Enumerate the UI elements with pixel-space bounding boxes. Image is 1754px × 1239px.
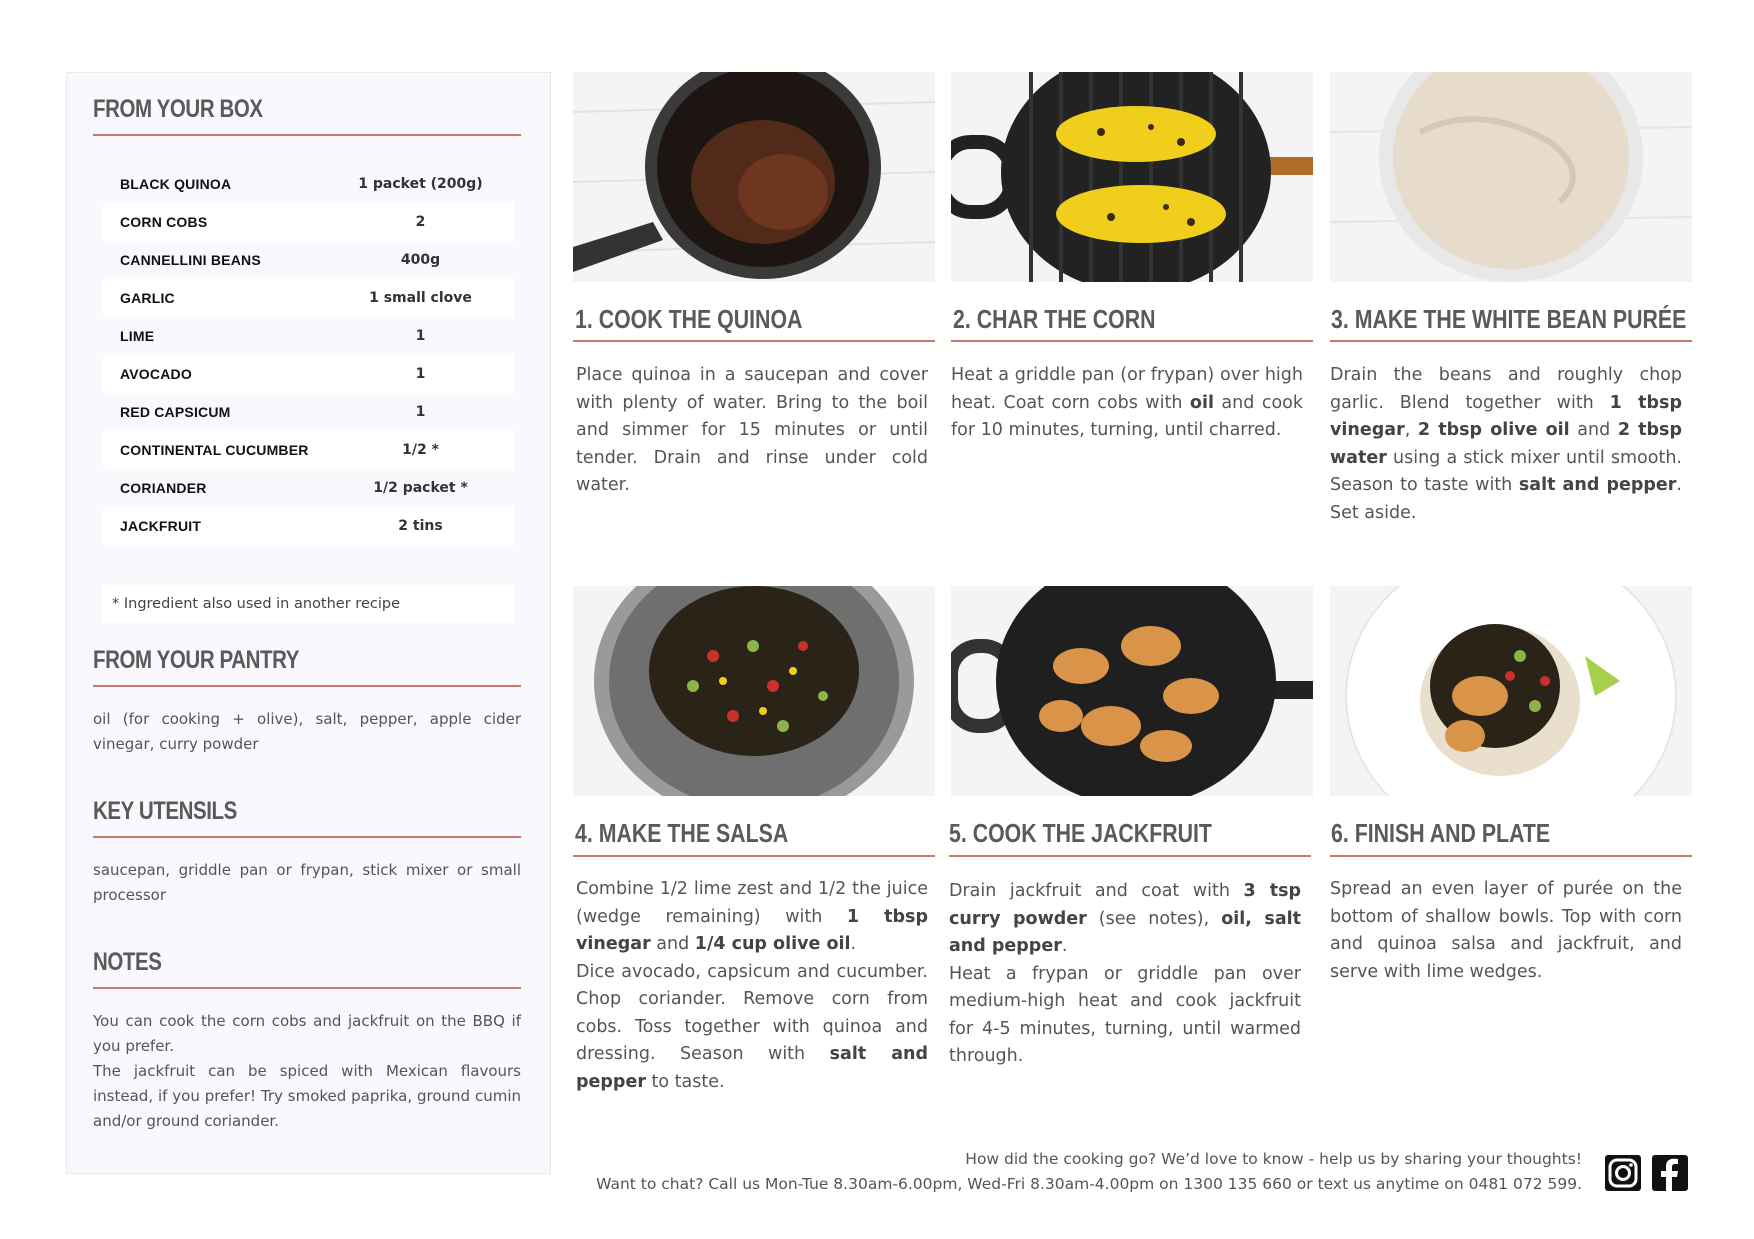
step-1-photo xyxy=(573,72,935,282)
step-5-photo xyxy=(951,586,1313,796)
step-5-title: 5. COOK THE JACKFRUIT xyxy=(949,818,1212,848)
step-3-title: 3. MAKE THE WHITE BEAN PURÉE xyxy=(1331,304,1687,334)
ingredient-quantity: 400g xyxy=(400,252,441,268)
ingredient-name: CONTINENTAL CUCUMBER xyxy=(120,442,309,458)
step-rule xyxy=(949,855,1311,857)
ingredient-quantity: 1 small clove xyxy=(369,290,472,306)
ingredient-quantity: 2 xyxy=(415,214,426,230)
ingredient-quantity: 1 xyxy=(415,328,426,344)
ingredient-name: GARLIC xyxy=(120,290,175,306)
step-4-body xyxy=(576,876,928,1096)
step-text: and xyxy=(650,934,695,954)
facebook-icon[interactable] xyxy=(1652,1155,1688,1191)
step-rule xyxy=(951,340,1313,342)
step-text: Combine 1/2 lime zest and 1/2 the juice (wedge remaining) with xyxy=(576,879,928,927)
step-3-body xyxy=(1330,362,1682,527)
step-6-photo xyxy=(1330,586,1692,796)
step-2-photo xyxy=(951,72,1313,282)
ingredient-name: AVOCADO xyxy=(120,366,192,382)
ingredient-row xyxy=(103,241,514,279)
step-2-title: 2. CHAR THE CORN xyxy=(953,304,1156,334)
step-text: Heat a frypan or griddle pan over medium-high heat and cook jackfruit for 4-5 minutes, turning, until warmed through. xyxy=(949,963,1301,1066)
ingredient-row xyxy=(103,317,514,355)
step-2-body xyxy=(951,362,1303,445)
step-1-title: 1. COOK THE QUINOA xyxy=(575,304,803,334)
ingredient-row xyxy=(103,469,514,507)
bold-ingredient-text: 2 tbsp olive oil xyxy=(1417,420,1570,440)
key-utensils-heading: KEY UTENSILS xyxy=(93,797,237,825)
ingredient-name: JACKFRUIT xyxy=(120,518,202,534)
step-text: Place quinoa in a saucepan and cover with plenty of water. Bring to the boil and simmer for 15 minutes or until tender. Drain and rinse under cold water. xyxy=(576,365,928,495)
step-text: to taste. xyxy=(645,1071,725,1092)
ingredient-row xyxy=(103,507,514,545)
ingredients-sidebar xyxy=(66,72,551,1174)
notes-text-1: You can cook the corn cobs and jackfruit on the BBQ if you prefer. xyxy=(93,1012,521,1055)
ingredient-row xyxy=(103,279,514,317)
step-text: Drain jackfruit and coat with xyxy=(949,881,1244,901)
ingredient-footnote: * Ingredient also used in another recipe xyxy=(103,585,514,623)
step-text: and cook for 10 minutes, turning, until charred. xyxy=(951,392,1304,440)
step-text: , xyxy=(1404,420,1418,440)
ingredient-quantity: 1/2 * xyxy=(402,442,439,458)
bold-ingredient-text: 1/4 cup olive oil xyxy=(694,934,851,954)
step-4-title: 4. MAKE THE SALSA xyxy=(575,818,789,848)
step-text: Dice avocado, capsicum and cucumber. Chop coriander. Remove corn from cobs. Toss together with quinoa and dressing. Season with xyxy=(576,961,928,1064)
heading-rule xyxy=(93,987,521,989)
step-text: Drain the beans and roughly chop garlic. Blend together with xyxy=(1330,365,1682,413)
ingredient-quantity: 2 tins xyxy=(398,518,443,534)
ingredient-name: CORN COBS xyxy=(120,214,208,230)
heading-rule xyxy=(93,134,521,136)
bold-ingredient-text: 2 tbsp water xyxy=(1330,420,1682,468)
ingredient-name: CORIANDER xyxy=(120,480,207,496)
step-rule xyxy=(573,340,935,342)
step-3-photo xyxy=(1330,72,1692,282)
step-6-body xyxy=(1330,876,1682,986)
ingredient-quantity: 1 xyxy=(415,366,426,382)
ingredient-row xyxy=(103,355,514,393)
from-your-box-heading: FROM YOUR BOX xyxy=(93,95,263,123)
step-4-photo xyxy=(573,586,935,796)
ingredient-quantity: 1 xyxy=(415,404,426,420)
step-text: using a stick mixer until smooth. Season to taste with xyxy=(1330,447,1682,495)
contact-text: Want to chat? Call us Mon-Tue 8.30am-6.00pm, Wed-Fri 8.30am-4.00pm on 1300 135 660 or text us anytime on 0481 072 599. xyxy=(596,1175,1582,1193)
ingredient-name: RED CAPSICUM xyxy=(120,404,231,420)
instagram-icon[interactable] xyxy=(1605,1155,1641,1191)
ingredient-name: CANNELLINI BEANS xyxy=(120,252,261,268)
step-text: . xyxy=(850,934,857,954)
step-text: and xyxy=(1569,420,1618,440)
ingredient-row xyxy=(103,203,514,241)
step-rule xyxy=(1330,855,1692,857)
bold-ingredient-text: salt and pepper xyxy=(1518,475,1677,495)
pantry-text: oil (for cooking + olive), salt, pepper, apple cider vinegar, curry powder xyxy=(93,710,521,753)
ingredient-name: BLACK QUINOA xyxy=(120,176,232,192)
bold-ingredient-text: oil, salt and pepper xyxy=(949,908,1301,956)
bold-ingredient-text: salt and pepper xyxy=(576,1044,928,1092)
ingredient-row xyxy=(103,393,514,431)
step-text: . Set aside. xyxy=(1330,475,1682,523)
step-1-body xyxy=(576,362,928,500)
ingredients-table xyxy=(103,165,514,545)
notes-heading: NOTES xyxy=(93,948,162,976)
step-text: (see notes), xyxy=(1086,908,1222,929)
utensils-text: saucepan, griddle pan or frypan, stick mixer or small processor xyxy=(93,861,521,904)
step-6-title: 6. FINISH AND PLATE xyxy=(1331,818,1551,848)
step-5-body xyxy=(949,878,1301,1071)
step-rule xyxy=(573,855,935,857)
ingredient-quantity: 1/2 packet * xyxy=(373,480,468,496)
bold-ingredient-text: 1 tbsp vinegar xyxy=(1330,392,1682,440)
step-text: Spread an even layer of purée on the bottom of shallow bowls. Top with corn and quinoa salsa and jackfruit, and serve with lime wedges. xyxy=(1330,879,1682,982)
from-your-pantry-heading: FROM YOUR PANTRY xyxy=(93,646,300,674)
heading-rule xyxy=(93,836,521,838)
ingredient-row xyxy=(103,165,514,203)
step-text: Heat a griddle pan (or frypan) over high heat. Coat corn cobs with xyxy=(951,365,1303,413)
feedback-text: How did the cooking go? We’d love to know - help us by sharing your thoughts! xyxy=(965,1150,1582,1168)
ingredient-quantity: 1 packet (200g) xyxy=(358,176,483,192)
heading-rule xyxy=(93,685,521,687)
notes-text-2: The jackfruit can be spiced with Mexican flavours instead, if you prefer! Try smoked paprika, ground cumin and/or ground coriander. xyxy=(93,1062,521,1130)
step-rule xyxy=(1330,340,1692,342)
bold-ingredient-text: 3 tsp curry powder xyxy=(949,881,1302,929)
bold-ingredient-text: oil xyxy=(1189,392,1214,413)
ingredient-row xyxy=(103,431,514,469)
bold-ingredient-text: 1 tbsp vinegar xyxy=(576,906,928,954)
ingredient-name: LIME xyxy=(120,328,155,344)
step-text: . xyxy=(1061,936,1068,956)
